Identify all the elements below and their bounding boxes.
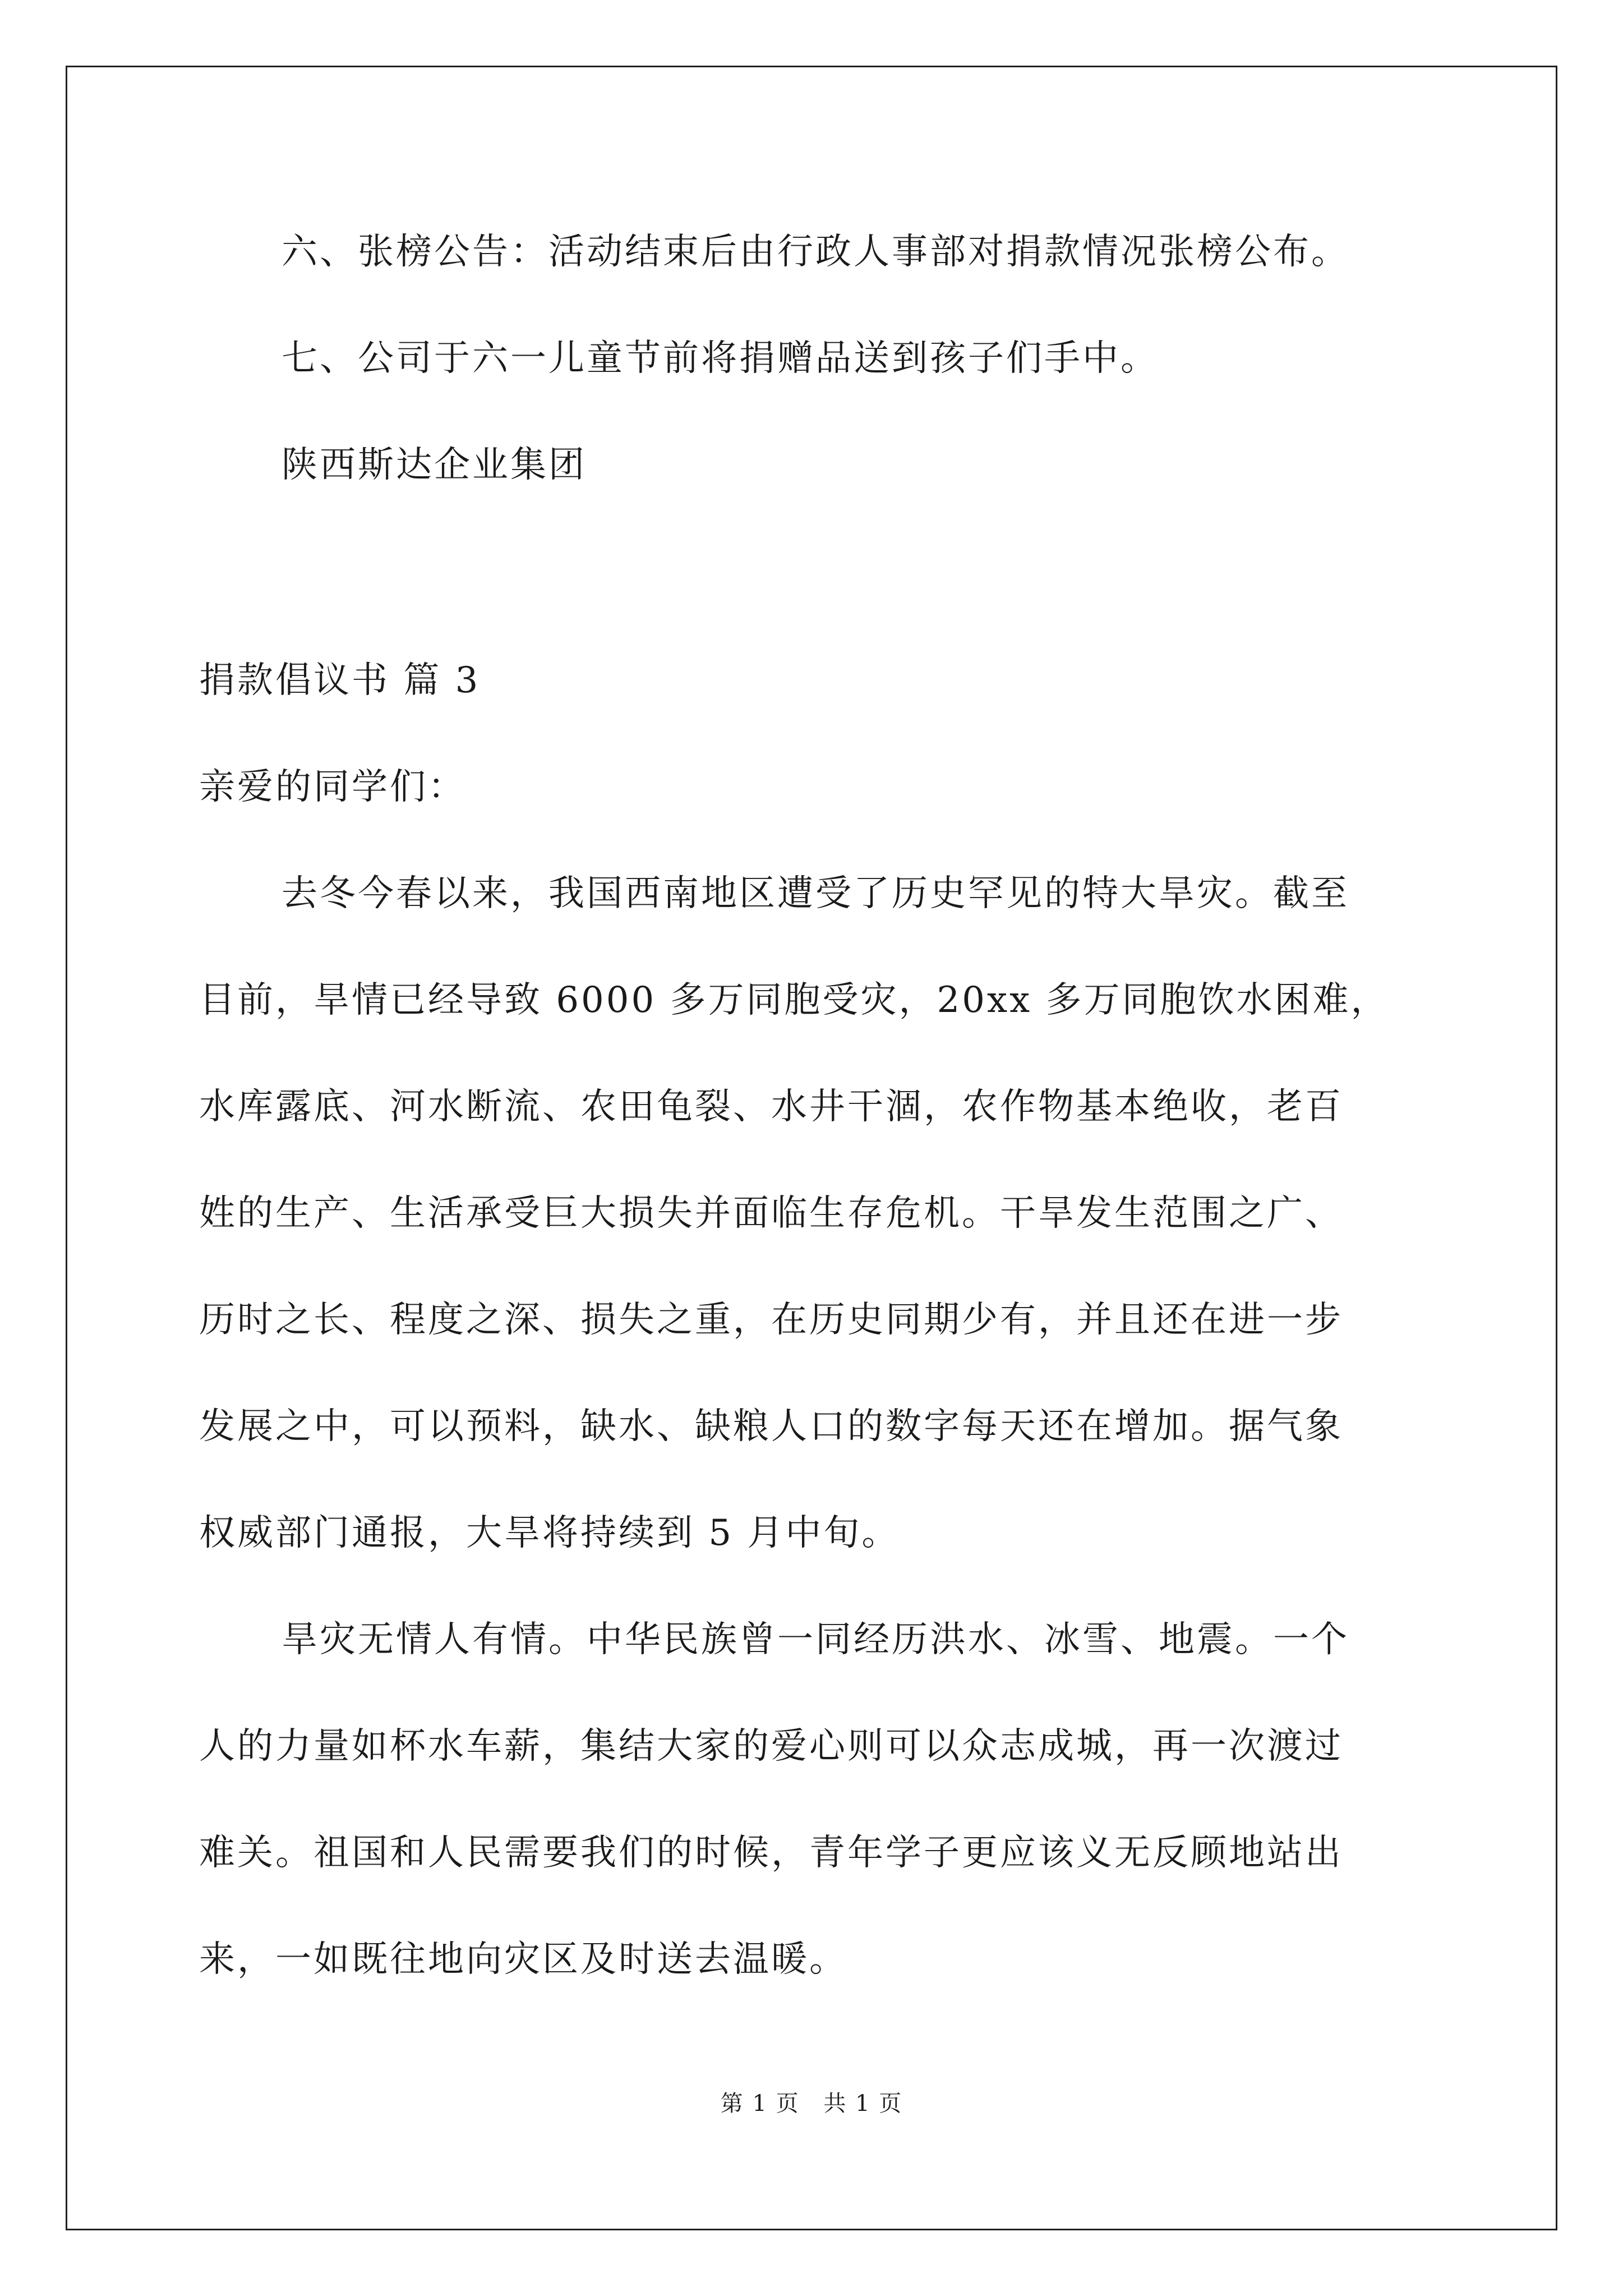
page-total: 共 1 页 (823, 2091, 903, 2116)
paragraph-1-line: 水库露底、河水断流、农田龟裂、水井干涸，农作物基本绝收，老百 (199, 1086, 1343, 1128)
signature-company: 陕西斯达企业集团 (282, 444, 587, 486)
paragraph-1-line: 去冬今春以来，我国西南地区遭受了历史罕见的特大旱灾。截至 (282, 873, 1349, 914)
section-title: 捐款倡议书 篇 3 (199, 660, 481, 701)
salutation: 亲爱的同学们： (199, 766, 466, 808)
paragraph-2-line: 来，一如既往地向灾区及时送去温暖。 (199, 1939, 847, 1980)
paragraph-1-line: 目前，旱情已经导致 6000 多万同胞受灾，20xx 多万同胞饮水困难， (199, 979, 1389, 1021)
paragraph-2-line: 人的力量如杯水车薪，集结大家的爱心则可以众志成城，再一次渡过 (199, 1726, 1343, 1767)
page-footer (0, 2086, 1623, 2118)
paragraph-1-line: 权威部门通报，大旱将持续到 5 月中旬。 (199, 1512, 900, 1554)
paragraph-1-line: 历时之长、程度之深、损失之重，在历史同期少有，并且还在进一步 (199, 1299, 1343, 1341)
page-number: 第 1 页 (720, 2091, 800, 2116)
paragraph-2-line: 旱灾无情人有情。中华民族曾一同经历洪水、冰雪、地震。一个 (282, 1619, 1349, 1660)
item-seven: 七、公司于六一儿童节前将捐赠品送到孩子们手中。 (282, 338, 1159, 379)
item-six: 六、张榜公告：活动结束后由行政人事部对捐款情况张榜公布。 (282, 231, 1349, 273)
paragraph-2-line: 难关。祖国和人民需要我们的时候，青年学子更应该义无反顾地站出 (199, 1832, 1343, 1874)
paragraph-1-line: 发展之中，可以预料，缺水、缺粮人口的数字每天还在增加。据气象 (199, 1406, 1343, 1447)
paragraph-1-line: 姓的生产、生活承受巨大损失并面临生存危机。干旱发生范围之广、 (199, 1193, 1343, 1234)
